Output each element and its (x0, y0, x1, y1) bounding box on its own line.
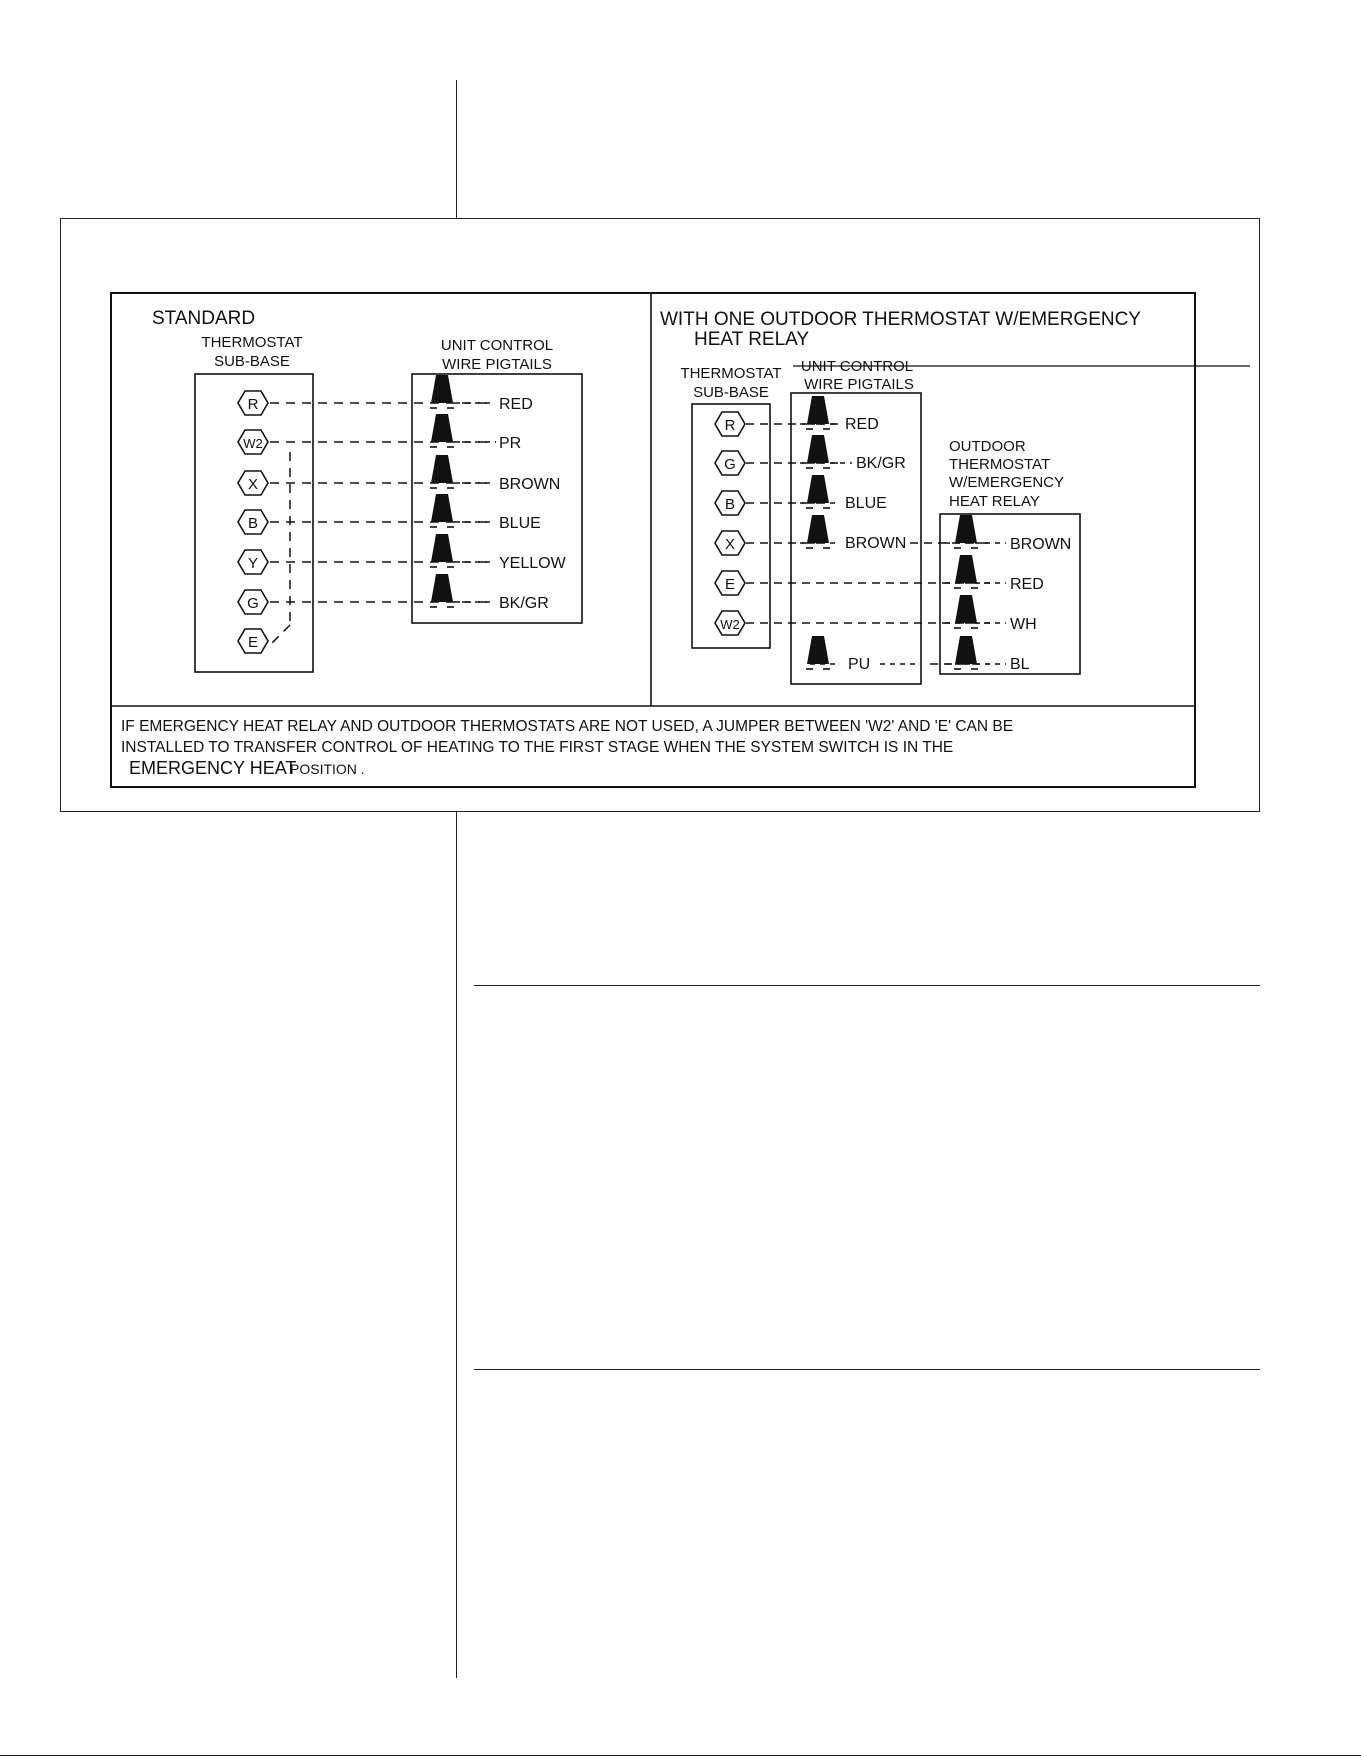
outdoor-subbase-label-1: THERMOSTAT (680, 365, 782, 382)
standard-pigtail-label-1: UNIT CONTROL (440, 337, 554, 354)
terminal-od-R-label: R (724, 417, 736, 434)
outdoor-title-1: WITH ONE OUTDOOR THERMOSTAT W/EMERGENCY (660, 309, 1141, 330)
terminal-std-G (238, 590, 268, 614)
terminal-od-E-label: E (724, 576, 736, 593)
terminal-od-R (715, 412, 745, 436)
terminal-std-W2-label: W2 (243, 436, 263, 451)
terminal-od-W2-label: W2 (720, 617, 740, 632)
relay-label-1: OUTDOOR (949, 438, 1026, 455)
terminal-od-B-label: B (724, 496, 736, 513)
wire-od-pu: PU (848, 656, 871, 673)
terminal-std-R (238, 391, 268, 415)
wire-od-bkgr: BK/GR (856, 455, 906, 472)
note-line-1: IF EMERGENCY HEAT RELAY AND OUTDOOR THERMOSTATS ARE NOT USED, A JUMPER BETWEEN 'W2' AND 'E' CAN BE (121, 718, 1014, 735)
terminal-std-E-label: E (247, 634, 259, 651)
terminal-od-G (715, 451, 745, 475)
terminal-od-E (715, 571, 745, 595)
standard-wire-lines (270, 403, 490, 643)
wire-std-blue: BLUE (499, 515, 541, 532)
outdoor-pigtail-label-2: WIRE PIGTAILS (804, 376, 914, 393)
terminal-std-Y (238, 550, 268, 574)
relay-label-2: THERMOSTAT (949, 456, 1051, 473)
wire-std-yellow: YELLOW (499, 555, 566, 572)
terminal-od-X-label: X (724, 536, 736, 553)
relay-wire-bl: BL (1010, 656, 1030, 673)
wire-od-brown: BROWN (845, 535, 907, 552)
standard-subbase-label-2: SUB-BASE (214, 353, 290, 370)
terminal-od-B (715, 491, 745, 515)
wire-std-red: RED (499, 396, 533, 413)
outdoor-title-2: HEAT RELAY (694, 329, 810, 350)
standard-pigtail-label-2: WIRE PIGTAILS (442, 356, 552, 373)
connector-od-pu (805, 636, 831, 669)
terminal-std-B-label: B (247, 515, 259, 532)
wire-std-pr: PR (499, 435, 522, 452)
terminal-od-X (715, 531, 745, 555)
terminal-std-X-label: X (247, 476, 259, 493)
wire-std-bkgr: BK/GR (499, 595, 549, 612)
outdoor-pigtail-label-1: UNIT CONTROL (800, 358, 914, 375)
standard-pigtail-leads (455, 403, 496, 602)
note-line-2: INSTALLED TO TRANSFER CONTROL OF HEATING TO THE FIRST STAGE WHEN THE SYSTEM SWITCH IS IN THE (121, 739, 954, 756)
standard-subbase-label-1: THERMOSTAT (201, 334, 303, 351)
terminal-std-B (238, 510, 268, 534)
relay-wire-red: RED (1010, 576, 1044, 593)
relay-label-3: W/EMERGENCY (949, 474, 1065, 491)
wire-od-red: RED (845, 416, 879, 433)
terminal-od-G-label: G (724, 456, 736, 473)
terminal-std-X (238, 471, 268, 495)
outdoor-subbase-label-2: SUB-BASE (693, 384, 769, 401)
note-line-3b: POSITION . (290, 761, 365, 777)
wire-od-blue: BLUE (845, 495, 887, 512)
terminal-std-R-label: R (247, 396, 259, 413)
terminal-std-W2 (238, 430, 268, 454)
terminal-std-G-label: G (247, 595, 259, 612)
relay-label-4: HEAT RELAY (949, 493, 1040, 510)
terminal-std-E (238, 629, 268, 653)
terminal-od-W2 (715, 611, 745, 635)
terminal-std-Y-label: Y (247, 555, 259, 572)
wire-std-brown: BROWN (499, 476, 561, 493)
standard-title: STANDARD (152, 308, 256, 329)
note-line-3a: EMERGENCY HEAT (129, 758, 297, 778)
relay-wire-wh: WH (1010, 616, 1037, 633)
relay-wire-brown: BROWN (1010, 536, 1072, 553)
